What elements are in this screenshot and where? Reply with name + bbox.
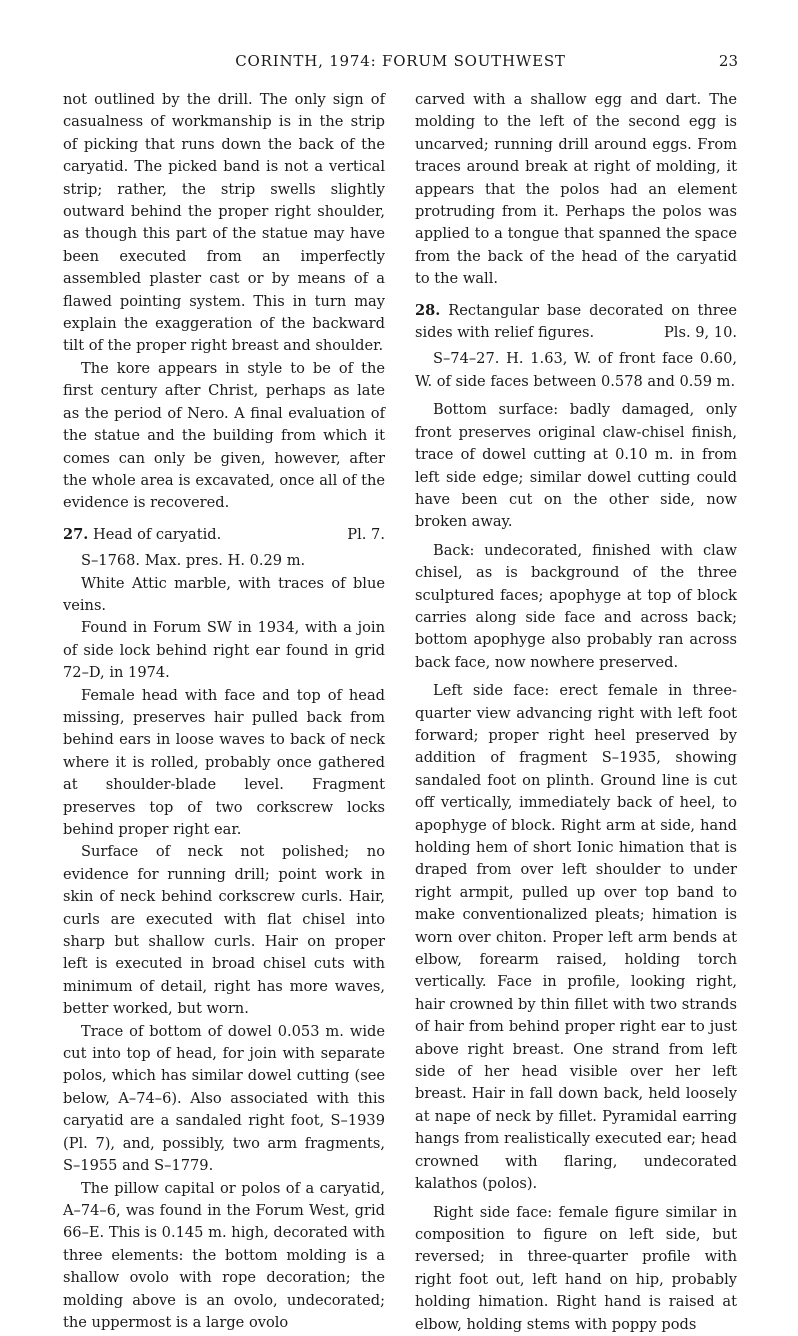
catalogue-entry-27-heading — [63, 524, 385, 546]
entry-title: Rectangular base decorated on three sides with relief figures. — [415, 301, 737, 342]
paragraph-continued: not outlined by the drill. The only sign of casualness of workmanship is in the strip of picking that runs down the back of the caryatid. The picked band is not a vertical strip; rather, the strip swells slightly outward behind the proper right shoulder, as though this part of the statue may have been executed from an imperfectly assembled plaster cast or by means of a flawed pointing system. This in turn may explain the exaggeration of the backward tilt of the proper right breast and shoulder. — [63, 91, 385, 355]
left-column — [63, 89, 385, 1334]
plate-reference: Pls. 9, 10. — [663, 324, 737, 342]
paragraph-material: White Attic marble, with traces of blue veins. — [63, 574, 385, 614]
catalogue-entry-28-heading — [415, 300, 737, 345]
entry-title: Head of caryatid. — [93, 525, 222, 543]
paragraph-continued: carved with a shallow egg and dart. The molding to the left of the second egg is uncarved; running drill around eggs. From traces around break at right of molding, it appears that the polos had an element protruding from it. Perhaps the polos was applied to a tongue that spanned the space from the back of the head of the caryatid to the wall. — [415, 91, 737, 288]
running-title: CORINTH, 1974: FORUM SOUTHWEST — [235, 52, 566, 70]
paragraph-left-side-face: Left side face: erect female in three-quarter view advancing right with left foot forward; proper right heel preserved by addition of fragment S–1935, showing sandaled foot on plinth. Ground line is cut off vertically, immediately back of heel, to apophyge of block. Right arm at side, hand holding hem of short Ionic himation that is draped from over left shoulder to under right armpit, pulled up over top band to make conventionalized pleats; himation is worn over chiton. Proper left arm bends at elbow, forearm raised, holding torch vertically. Face in profile, looking right, hair crowned by thin fillet with two strands of hair from behind proper right ear to just above right breast. One strand from left side of her head visible over her left breast. Hair in fall down back, held loosely at nape of neck by fillet. Pyramidal earring hangs from realistically executed ear; head crowned with flaring, undecorated kalathos (polos). — [415, 682, 737, 1193]
page-number: 23 — [718, 52, 738, 70]
page-header — [63, 52, 738, 74]
paragraph-right-side-face: Right side face: female figure similar in composition to figure on left side, but reversed; in three-quarter profile with right foot out, left hand on hip, probably holding himation. Right hand is raised at elbow, holding stems with poppy pods — [415, 1203, 737, 1333]
paragraph-pillow-capital: The pillow capital or polos of a caryatid, A–74–6, was found in the Forum West, grid 66–E. This is 0.145 m. high, decorated with three elements: the bottom molding is a shallow ovolo with rope decoration; the molding above is an ovolo, undecorated; the uppermost is a large ovolo — [63, 1179, 385, 1331]
paragraph-description: Female head with face and top of head missing, preserves hair pulled back from behind ears in loose waves to back of neck where it is rolled, probably once gathered at shoulder-blade level. Fragment preserves top of two corkscrew locks behind proper right ear. — [63, 686, 385, 838]
paragraph-dowel: Trace of bottom of dowel 0.053 m. wide cut into top of head, for join with separate polos, which has similar dowel cutting (see below, A–74–6). Also associated with this caryatid are a sandaled right foot, S–1939 (Pl. 7), and, possibly, two arm fragments, S–1955 and S–1779. — [63, 1022, 385, 1175]
paragraph-bottom-surface: Bottom surface: badly damaged, only front preserves original claw-chisel finish, trace of dowel cutting at 0.10 m. in from left side edge; similar dowel cutting could have been cut on the other side, now broken away. — [415, 401, 737, 531]
paragraph-kore-dating: The kore appears in style to be of the first century after Christ, perhaps as late as the period of Nero. A final evaluation of the statue and the building from which it comes can only be given, however, after the whole area is excavated, once all of the evidence is recovered. — [63, 359, 385, 512]
entry-number: 27. — [63, 525, 89, 543]
paragraph-findspot: Found in Forum SW in 1934, with a join of side lock behind right ear found in grid 72–D, in 1974. — [63, 619, 385, 682]
paragraph-inventory: S–1768. Max. pres. H. 0.29 m. — [81, 552, 306, 570]
paragraph-inventory: S–74–27. H. 1.63, W. of front face 0.60, W. of side faces between 0.578 and 0.59 m. — [415, 350, 737, 390]
paragraph-back: Back: undecorated, finished with claw chisel, as is background of the three sculptured faces; apophyge at top of block carries along side face and across back; bottom apophyge also probably ran across back face, now nowhere preserved. — [415, 541, 737, 671]
entry-number: 28. — [415, 301, 441, 319]
paragraph-surface: Surface of neck not polished; no evidence for running drill; point work in skin of neck behind corkscrew curls. Hair, curls are executed with flat chisel into sharp but shallow curls. Hair on proper left is executed in broad chisel cuts with minimum of detail, right has more waves, better worked, but worn. — [63, 843, 385, 1018]
plate-reference: Pl. 7. — [347, 525, 385, 543]
right-column — [415, 89, 737, 1336]
